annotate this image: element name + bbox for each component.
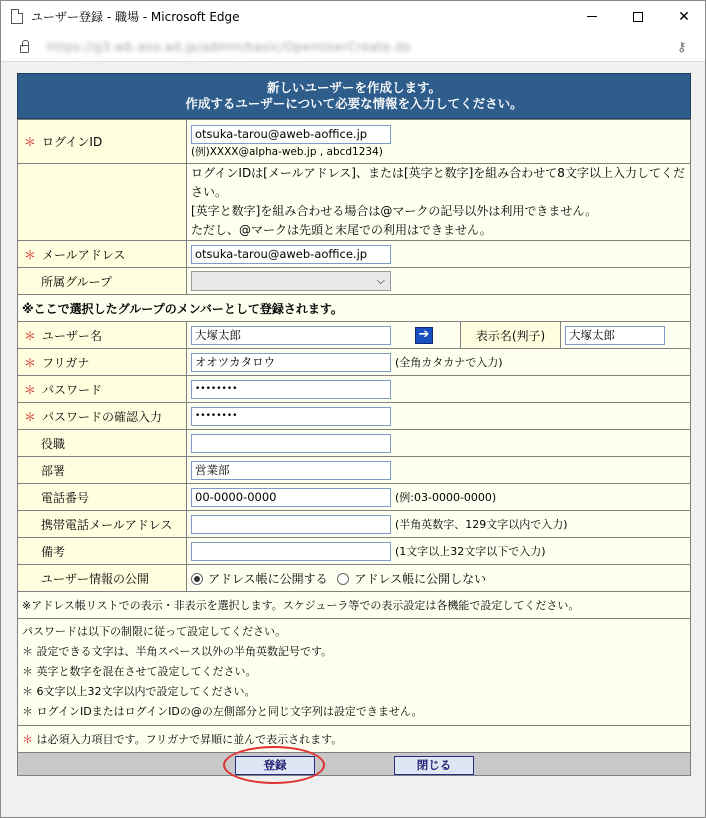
group-select[interactable] bbox=[191, 271, 391, 291]
password-confirm-label: ＊ パスワードの確認入力 bbox=[18, 403, 187, 430]
login-id-note: ログインIDは[メールアドレス]、または[英字と数字]を組み合わせて8文字以上入力してください。 [英字と数字]を組み合わせる場合は@マークの記号以外は利用できません。 ただし、@マークは先頭と末尾での利用はできません。 bbox=[187, 164, 691, 241]
login-id-label: ＊ ログインID bbox=[18, 120, 187, 164]
user-form bbox=[17, 119, 691, 753]
furigana-hint: (全角カタカナで入力) bbox=[395, 355, 503, 369]
minimize-icon bbox=[587, 16, 597, 17]
remarks-input[interactable] bbox=[191, 542, 391, 561]
remarks-hint: (1文字以上32文字以下で入力) bbox=[395, 544, 546, 558]
publish-note: ※アドレス帳リストでの表示・非表示を選択します。スケジューラ等での表示設定は各機能で設定してください。 bbox=[18, 592, 691, 619]
publish-on-label: アドレス帳に公開する bbox=[208, 571, 328, 586]
url-text[interactable]: https://g3.wb.aoo.ad.jp/admin/basic/OpenUserCreate.do bbox=[47, 39, 412, 54]
furigana-label: ＊ フリガナ bbox=[18, 349, 187, 376]
publish-off-label: アドレス帳に公開しない bbox=[354, 571, 487, 586]
button-bar bbox=[17, 752, 691, 776]
username-label: ＊ ユーザー名 bbox=[18, 322, 187, 349]
login-id-example: (例)XXXX@alpha-web.jp , abcd1234) bbox=[191, 145, 383, 158]
header-line-1: 新しいユーザーを作成します。 bbox=[266, 80, 441, 95]
remarks-label: 備考 bbox=[18, 538, 187, 565]
password-confirm-input[interactable]: •••••••• bbox=[191, 407, 391, 426]
page-content bbox=[1, 63, 705, 817]
register-button[interactable]: 登録 bbox=[235, 756, 315, 775]
position-label: 役職 bbox=[18, 430, 187, 457]
title-bar bbox=[1, 1, 705, 32]
group-note: ※ここで選択したグループのメンバーとして登録されます。 bbox=[18, 295, 691, 322]
publish-off-radio[interactable] bbox=[337, 573, 349, 585]
address-bar bbox=[1, 32, 705, 62]
furigana-input[interactable]: オオツカタロウ bbox=[191, 353, 391, 372]
email-label: ＊ メールアドレス bbox=[18, 241, 187, 268]
publish-label: ユーザー情報の公開 bbox=[18, 565, 187, 592]
maximize-icon bbox=[633, 12, 643, 22]
key-icon[interactable]: ⚷ bbox=[677, 40, 687, 55]
display-name-label: 表示名(判子) bbox=[461, 322, 561, 349]
empty-label bbox=[18, 164, 187, 241]
mobile-email-input[interactable] bbox=[191, 515, 391, 534]
minimize-button[interactable] bbox=[569, 1, 615, 32]
email-input[interactable]: otsuka-tarou@aweb-aoffice.jp bbox=[191, 245, 391, 264]
position-input[interactable] bbox=[191, 434, 391, 453]
mobile-email-hint: (半角英数字、129文字以内で入力) bbox=[395, 517, 568, 531]
close-icon: ✕ bbox=[678, 8, 690, 25]
maximize-button[interactable] bbox=[615, 1, 661, 32]
close-button[interactable]: 閉じる bbox=[394, 756, 474, 775]
lock-icon[interactable] bbox=[20, 45, 29, 53]
page-icon bbox=[11, 9, 23, 24]
header-line-2: 作成するユーザーについて必要な情報を入力してください。 bbox=[185, 96, 523, 111]
required-note: ＊ は必須入力項目です。フリガナで昇順に並んで表示されます。 bbox=[18, 726, 691, 753]
password-label: ＊ パスワード bbox=[18, 376, 187, 403]
login-id-input[interactable]: otsuka-tarou@aweb-aoffice.jp bbox=[191, 125, 391, 144]
department-label: 部署 bbox=[18, 457, 187, 484]
phone-hint: (例:03-0000-0000) bbox=[395, 490, 497, 504]
phone-input[interactable]: 00-0000-0000 bbox=[191, 488, 391, 507]
form-header bbox=[17, 73, 691, 119]
username-input[interactable]: 大塚太郎 bbox=[191, 326, 391, 345]
department-input[interactable]: 営業部 bbox=[191, 461, 391, 480]
required-mark: ＊ bbox=[24, 135, 37, 149]
display-name-input[interactable]: 大塚太郎 bbox=[565, 326, 665, 345]
group-label: 所属グループ bbox=[18, 268, 187, 295]
password-input[interactable]: •••••••• bbox=[191, 380, 391, 399]
password-rules: パスワードは以下の制限に従って設定してください。 ＊ 設定できる文字は、半角スペース以外の半角英数記号です。 ＊ 英字と数字を混在させて設定してください。 ＊ 6文字以上32文字以内で設定してください。 ＊ ログインIDまたはログインIDの@の左側部分と同じ文字列は設定できません。 bbox=[18, 619, 691, 726]
phone-label: 電話番号 bbox=[18, 484, 187, 511]
copy-arrow-button[interactable]: ➔ bbox=[415, 327, 433, 344]
publish-on-radio[interactable] bbox=[191, 573, 203, 585]
window-title: ユーザー登録 - 職場 - Microsoft Edge bbox=[31, 10, 240, 24]
close-window-button[interactable] bbox=[661, 1, 706, 32]
mobile-email-label: 携帯電話メールアドレス bbox=[18, 511, 187, 538]
highlight-circle bbox=[223, 746, 325, 784]
chevron-down-icon: ⌵ bbox=[376, 274, 385, 287]
